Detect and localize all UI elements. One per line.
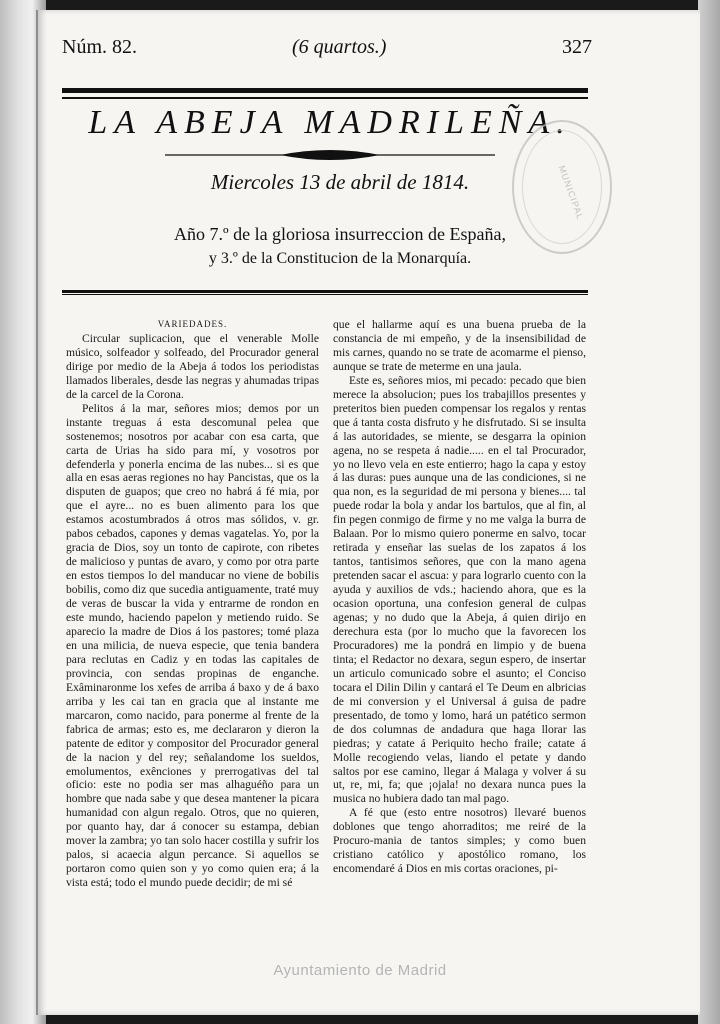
stamp-inner-ring <box>522 130 602 244</box>
subtitle-line-1: Año 7.º de la gloriosa insurreccion de España, <box>174 224 506 244</box>
scan-background-strip <box>698 0 720 1024</box>
ornament-divider-icon <box>160 147 500 163</box>
issue-number: Núm. 82. <box>62 36 137 58</box>
paragraph: Pelitos á la mar, señores mios; demos por un instante treguas á esta descomunal pelea que sostenemos; nosotros por acabar con esa carta, que carta de Urias ha sido para mí, y vosotros por defenderla y ponerla encima de las nubes... si es que alla en esas aeras regiones no hay Pancistas, que os la disputen de guapos; que creo no habrá á fé mia, por que el ayre... no es buen alimento para los que estamos acostumbrados á otros mas sólidos, v. gr. pabos cebados, capones y demas vagatelas. Yo, por la gracia de Dios, soy un tonto de capirote, con ribetes de malicioso y puntas de avaro, y como por otra parte en estos tiempos lo del manducar no viene de bobilis bobilis, como diz que sucedia antiguamente, traté muy de veras de buscar la vida y entrarme de rondon en este mundo, haciendo papelon y metiendo ruido. Se aparecio la madre de Dios á los pastores; tomé plaza en una milicia, de nueva especie, que tenia bandera para reclutas en Cadiz y en todas las capitales de provincia, con sendas propinas de enganche. Exâminaronme los xefes de arriba á baxo y de á baxo arriba y les cai tan en gracia que al instante me marcaron, como nacido, para ponerme al frente de la fabrica de armas; esto es, me declararon y dieron la patente de editor y compositor del Procurador general de la nacion y del rey; señalandome los sueldos, emolumentos, exênciones y prerrogativas del tal oficio: este no podia ser mas alhaguéño para un hombre que nada sabe y que desea mantener la picara humanidad con algun regalo. Otros, que no quieren, por quanto hay, dar á conocer su estampa, debian mover la zambra; yo tan solo hacer costilla y sufrir los palos, si acaecia algun percance. Si aquellos se portaron como quien son y yo como quien era; á la vista está; todo el mundo puede decidir; de mi sé <box>66 401 319 890</box>
subtitle-line-2: y 3.º de la Constitucion de la Monarquía. <box>208 250 472 267</box>
paragraph: que el hallarme aquí es una buena prueba de la constancia de mi empeño, y de la insensibilidad de mis carnes, quando no se trate de acomarme el pienso, aunque se trate de meterme en una jaula. <box>333 318 586 373</box>
column-right <box>333 318 586 876</box>
issue-price: (6 quartos.) <box>292 36 387 58</box>
page-number: 327 <box>562 36 592 58</box>
column-left <box>66 318 319 890</box>
paragraph: A fé que (esto entre nosotros) llevaré buenos doblones que tengo ahorraditos; me reiré de la Procuro-mania de tantos simples; y como buen cristiano católico y apostólico romano, los encomendaré á Dios en mis cortas oraciones, pi- <box>333 806 586 876</box>
library-stamp <box>512 120 612 254</box>
issue-date: Miercoles 13 de abril de 1814. <box>210 170 470 194</box>
header-rule <box>62 88 588 99</box>
archive-watermark: Ayuntamiento de Madrid <box>273 962 447 979</box>
paragraph: Este es, señores mios, mi pecado: pecado que bien merece la absolucion; pues los trabajillos presentes y preteritos bien pueden compensar los regalos y rentas que á tanta costa disfruto y he disfrutado. Si se insulta á las autoridades, se miente, se desgarra la opinion agena, no se respeta á nadie..... en el tal Procurador, yo no llevo vela en este entierro; hago la capa y estoy á las duras: pues aunque una de las condiciones, si ne qua non, es la seguridad de mi persona y bienes.... tal puede rodar la bola y andar los bartulos, que al fin, al fin pegen conmigo de firme y no me valga la burra de Balaan. Por lo mismo quiero ponerme en salvo, tocar retirada y enseñar las suelas de los zapatos á los tantos, tantisimos señores, que con la mano agena pretenden sacar el ascua: y para lograrlo cuento con la ayuda y auxilios de vds.; haciendo ahora, que es la ocasion oportuna, una confesion general de culpas agenas; y no dudo que la Abeja, á quien dirijo en derechura esta (por lo mucho que la favorecen los Procuradores) me la pondrá en limpio y de buena tinta; el Redactor no dexara, segun espero, de insertar un articulo comunicado sobre el asunto; el Conciso tocara el Dilin Dilin y cantará el Te Deum en albricias de mi conversion y el Universal á guisa de padre presentado, de tomo y lomo, hará un patético sermon de dos columnas de andadura que haga llorar las piedras; y catate á Periquito hecho fraile; catate á Molle recogiendo velas, liando el petate y dando saltos por ese camino, llegar á Malaga y volver á su ut, re, mi, fa; que ¡ojala! no dexara nunca pues la musica no hubiera dado tan mal pago. <box>333 373 586 806</box>
paragraph: Circular suplicacion, que el venerable Molle músico, solfeador y solfeado, del Procurador general dirige por medio de la Abeja á todos los periodistas llamados liberales, desde las negras y ahumadas tripas de la carcel de la Corona. <box>66 331 319 401</box>
stamp-text: MUNICIPAL <box>556 164 586 222</box>
section-heading: VARIEDADES. <box>157 319 228 329</box>
masthead-title: LA ABEJA MADRILEÑA. <box>88 104 572 141</box>
section-rule <box>62 290 588 295</box>
page-header <box>62 36 592 66</box>
